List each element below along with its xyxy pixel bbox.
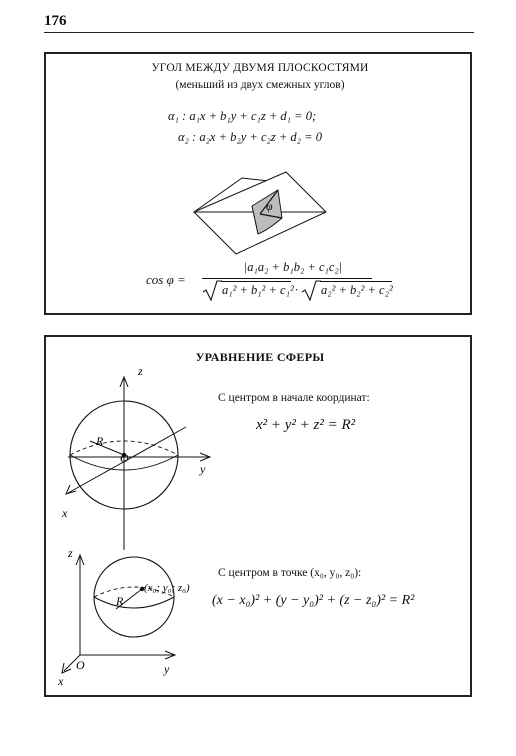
sqrt-sign-left bbox=[202, 280, 222, 302]
R-label: R bbox=[96, 434, 104, 448]
x-label: x bbox=[58, 674, 64, 688]
origin-caption: С центром в начале координат: bbox=[218, 392, 370, 404]
cos-numerator: |a₁a₂ + b₁b₂ + c₁c₂| bbox=[243, 260, 343, 274]
z-label: z bbox=[138, 364, 143, 378]
planes-diagram bbox=[46, 154, 474, 274]
x-label: x bbox=[62, 506, 68, 520]
panel-title: УГОЛ МЕЖДУ ДВУМЯ ПЛОСКОСТЯМИ bbox=[151, 62, 369, 74]
cos-denominator-left: a₁² + b₁² + c₁² bbox=[222, 283, 294, 297]
O-label: O bbox=[76, 658, 85, 672]
sphere-outline bbox=[94, 557, 174, 637]
fraction-bar bbox=[202, 278, 372, 279]
angle-between-planes-panel bbox=[44, 52, 472, 315]
O-label: O bbox=[120, 451, 129, 465]
equator-front bbox=[94, 597, 174, 608]
cos-denominator-dot: · bbox=[295, 283, 299, 297]
sphere-point-diagram bbox=[46, 545, 216, 695]
y-label: y bbox=[200, 462, 206, 476]
cos-lhs: cos φ = bbox=[146, 272, 186, 287]
panel-title: УРАВНЕНИЕ СФЕРЫ bbox=[195, 350, 325, 364]
point-equation: (x − x₀)² + (y − y₀)² + (z − z₀)² = R² bbox=[212, 593, 415, 608]
R-label: R bbox=[116, 594, 124, 608]
center-label: (x₀; y₀; z₀) bbox=[144, 582, 190, 594]
y-label: y bbox=[164, 662, 170, 676]
sphere-equation-panel bbox=[44, 335, 472, 697]
sphere-origin-diagram bbox=[46, 365, 236, 545]
cos-denominator-right: a₂² + b₂² + c₂² bbox=[321, 283, 393, 297]
plane-1-equation: α₁ : a₁x + b₁y + c₁z + d₁ = 0; bbox=[168, 109, 317, 123]
z-label: z bbox=[68, 546, 73, 560]
point-caption: С центром в точке (x₀, y₀, z₀): bbox=[218, 567, 362, 579]
plane-2-equation: α₂ : a₂x + b₂y + c₂z + d₂ = 0 bbox=[178, 130, 322, 144]
header-rule bbox=[44, 32, 474, 33]
page-number: 176 bbox=[44, 13, 67, 29]
panel-subtitle: (меньший из двух смежных углов) bbox=[175, 79, 345, 91]
sqrt-sign-right bbox=[301, 280, 321, 302]
phi-label: φ bbox=[266, 199, 273, 213]
origin-equation: x² + y² + z² = R² bbox=[256, 417, 356, 433]
